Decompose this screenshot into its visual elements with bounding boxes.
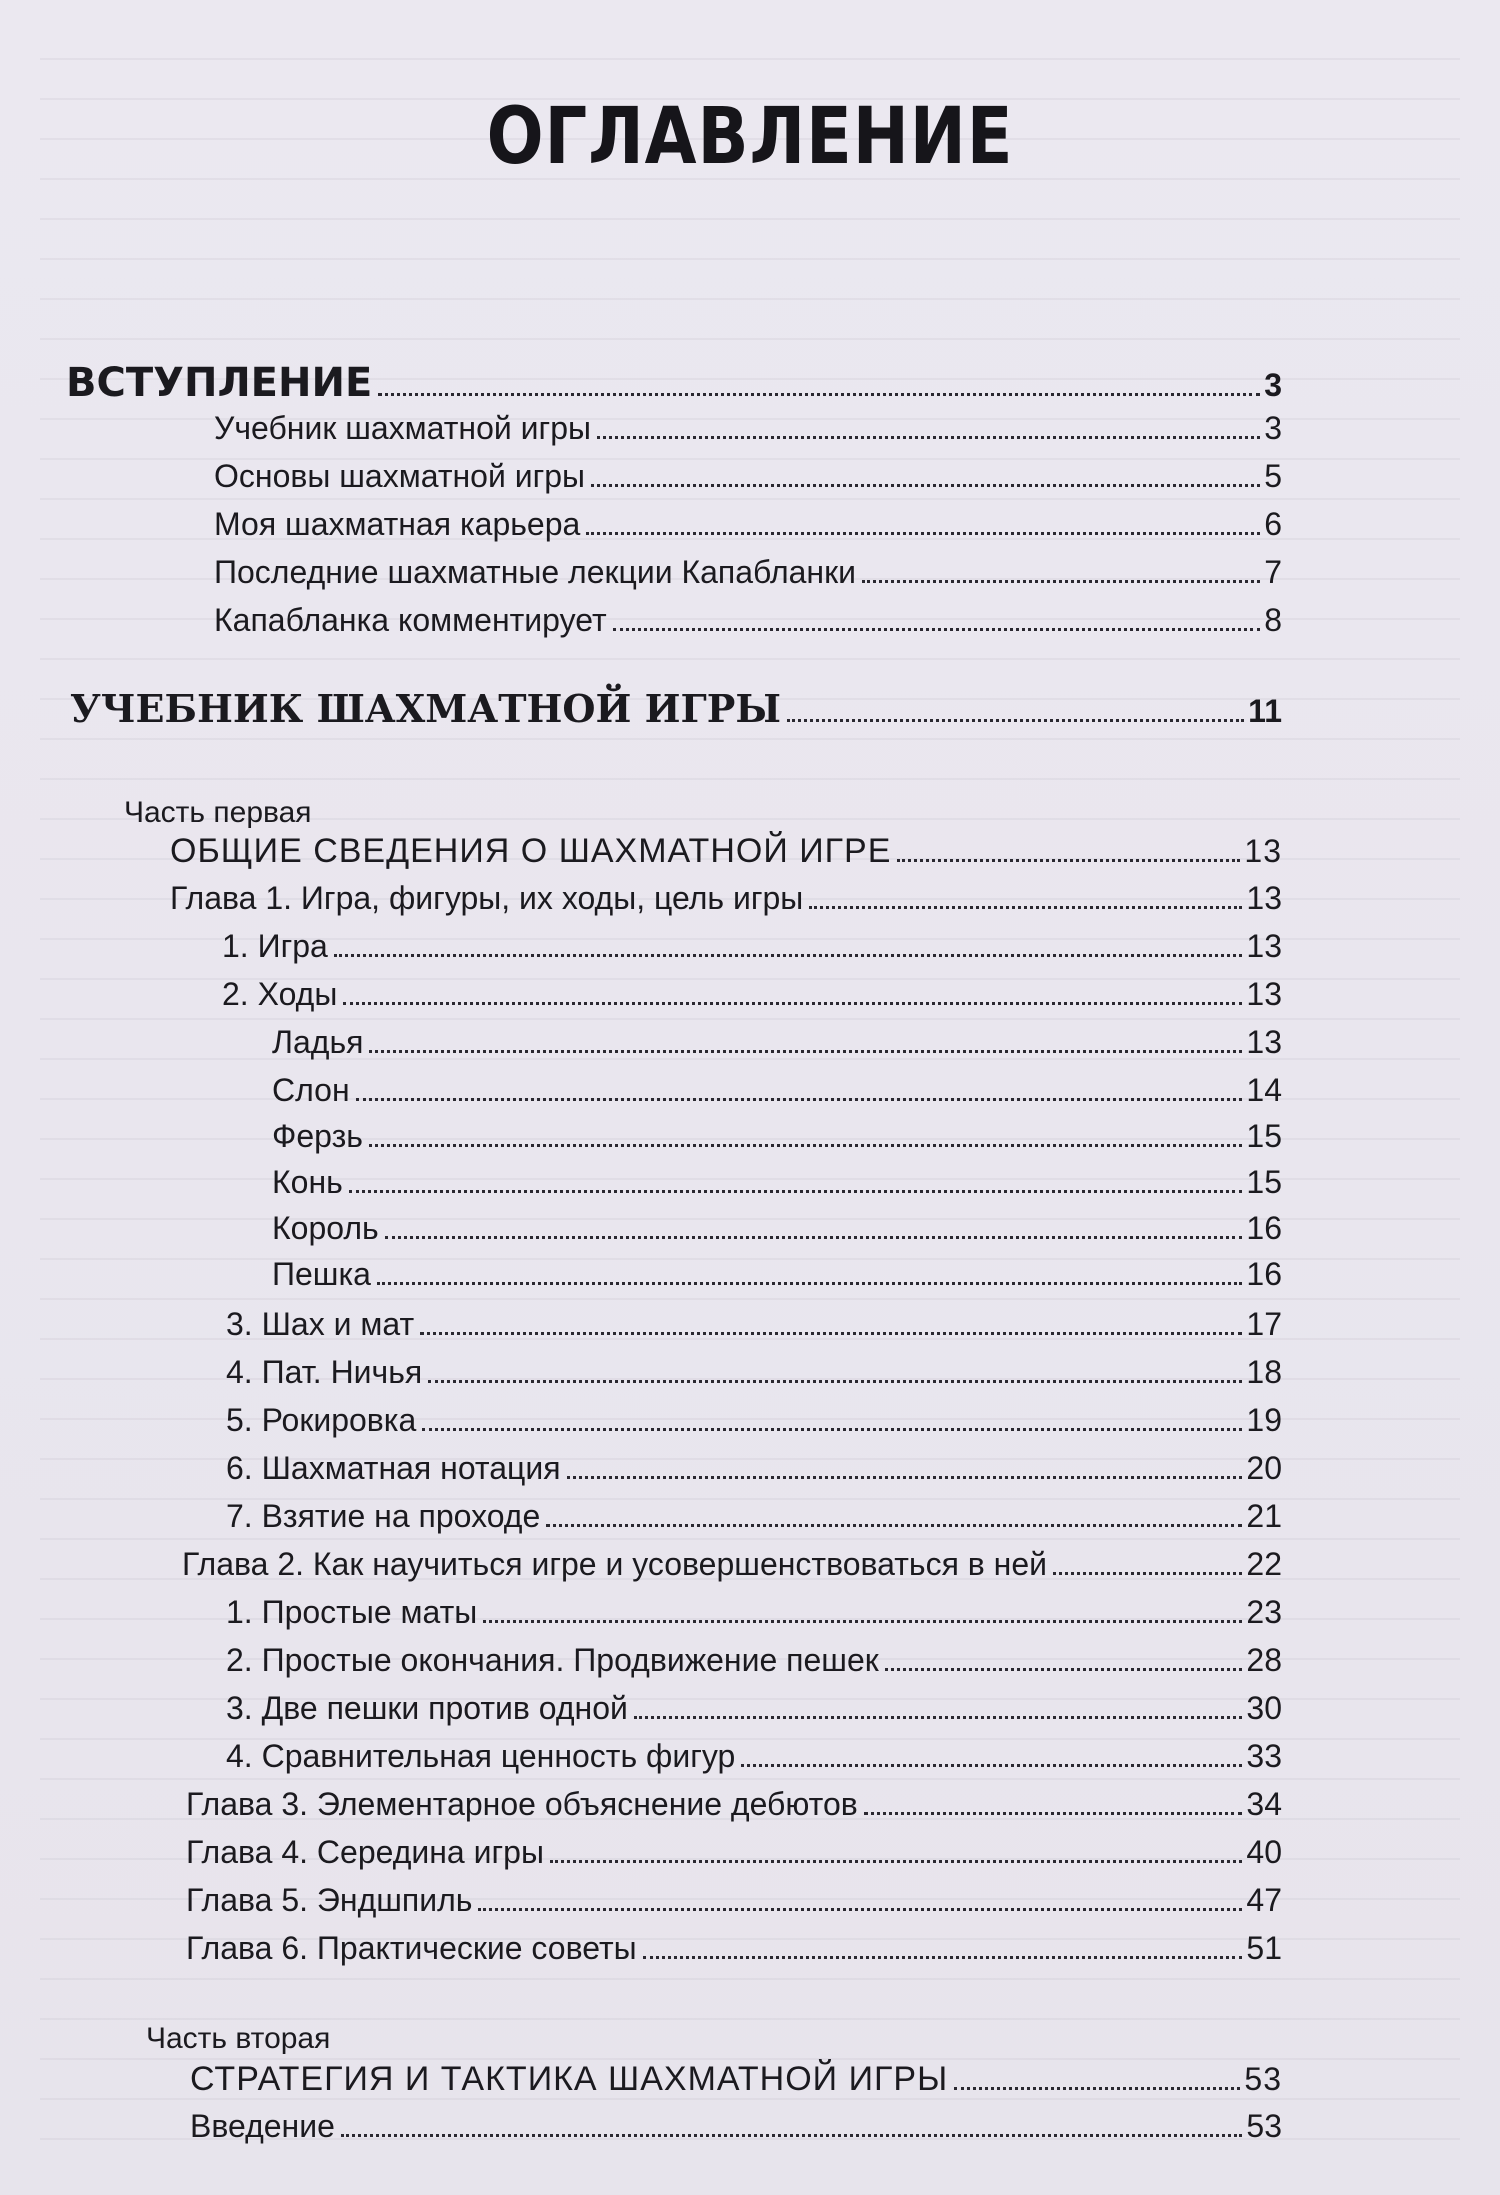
toc-entry[interactable] — [214, 602, 1282, 639]
toc-label: 2. Простые окончания. Продвижение пешек — [226, 1642, 879, 1678]
toc-page: 18 — [1246, 1354, 1282, 1390]
toc-label: Последние шахматные лекции Капабланки — [214, 554, 856, 590]
toc-entry[interactable] — [214, 554, 1282, 591]
leader-dots — [1053, 1572, 1242, 1575]
toc-entry[interactable] — [186, 1834, 1282, 1871]
toc-entry[interactable] — [170, 832, 1282, 871]
toc-label: ОБЩИЕ СВЕДЕНИЯ О ШАХМАТНОЙ ИГРЕ — [170, 832, 892, 870]
toc-page: 5 — [1264, 458, 1282, 494]
toc-label: 4. Пат. Ничья — [226, 1354, 423, 1390]
part-label: Часть первая — [124, 796, 312, 829]
toc-entry[interactable] — [272, 1118, 1282, 1155]
toc-entry[interactable] — [226, 1450, 1282, 1487]
leader-dots — [422, 1428, 1242, 1431]
toc-label: Глава 2. Как научиться игре и усовершенствоваться в ней — [182, 1546, 1048, 1582]
toc-label: 7. Взятие на проходе — [226, 1498, 541, 1534]
leader-dots — [591, 484, 1260, 487]
toc-label: Ферзь — [272, 1118, 363, 1154]
toc-label: Конь — [272, 1164, 343, 1200]
toc-page: 8 — [1264, 602, 1282, 638]
toc-label: 5. Рокировка — [226, 1402, 417, 1438]
toc-page: 34 — [1246, 1786, 1282, 1822]
leader-dots — [349, 1190, 1243, 1193]
toc-page: 20 — [1246, 1450, 1282, 1486]
toc-page: 19 — [1246, 1402, 1282, 1438]
toc-entry[interactable] — [272, 1072, 1282, 1109]
toc-label: УЧЕБНИК ШАХМАТНОЙ ИГРЫ — [70, 686, 781, 731]
toc-entry[interactable] — [226, 1354, 1282, 1391]
leader-dots — [377, 1282, 1242, 1285]
toc-entry[interactable] — [186, 1786, 1282, 1823]
toc-label: 3. Шах и мат — [226, 1306, 415, 1342]
toc-entry[interactable] — [214, 410, 1282, 447]
leader-dots — [334, 954, 1243, 957]
leader-dots — [586, 532, 1260, 535]
toc-entry[interactable] — [182, 1546, 1282, 1583]
toc-label: Учебник шахматной игры — [214, 410, 591, 446]
page-title: ОГЛАВЛЕНИЕ — [486, 92, 1014, 182]
leader-dots — [643, 1956, 1243, 1959]
leader-dots — [864, 1812, 1243, 1815]
toc-page: 16 — [1246, 1210, 1282, 1246]
toc-label: 3. Две пешки против одной — [226, 1690, 628, 1726]
toc-label: Ладья — [272, 1024, 364, 1060]
toc-label: Пешка — [272, 1256, 371, 1292]
toc-label: 4. Сравнительная ценность фигур — [226, 1738, 736, 1774]
toc-label: Моя шахматная карьера — [214, 506, 581, 542]
leader-dots — [546, 1524, 1242, 1527]
toc-label: Глава 5. Эндшпиль — [186, 1882, 473, 1918]
leader-dots — [428, 1380, 1242, 1383]
leader-dots — [369, 1050, 1242, 1053]
part-label: Часть вторая — [146, 2022, 331, 2055]
toc-page: 14 — [1246, 1072, 1282, 1108]
toc-label: Слон — [272, 1072, 350, 1108]
toc-entry[interactable] — [186, 1882, 1282, 1919]
toc-entry[interactable] — [272, 1164, 1282, 1201]
leader-dots — [550, 1860, 1242, 1863]
toc-page: 21 — [1246, 1498, 1282, 1534]
leader-dots — [885, 1668, 1243, 1671]
toc-entry[interactable] — [70, 686, 1282, 731]
leader-dots — [809, 906, 1242, 909]
leader-dots — [634, 1716, 1243, 1719]
toc-entry[interactable] — [226, 1738, 1282, 1775]
toc-label: Введение — [190, 2108, 335, 2144]
toc-page: 17 — [1246, 1306, 1282, 1342]
leader-dots — [954, 2087, 1240, 2090]
toc-page: 53 — [1244, 2061, 1282, 2097]
toc-page: 3 — [1264, 410, 1282, 446]
leader-dots — [420, 1332, 1242, 1335]
toc-page: 30 — [1246, 1690, 1282, 1726]
leader-dots — [567, 1476, 1243, 1479]
toc-entry[interactable] — [190, 2060, 1282, 2099]
toc-entry[interactable] — [222, 928, 1282, 965]
toc-label: ВСТУПЛЕНИЕ — [66, 360, 373, 406]
toc-entry[interactable] — [222, 976, 1282, 1013]
leader-dots — [343, 1002, 1242, 1005]
toc-entry[interactable] — [190, 2108, 1282, 2145]
toc-page: 15 — [1246, 1118, 1282, 1154]
toc-label: Глава 6. Практические советы — [186, 1930, 637, 1966]
leader-dots — [341, 2134, 1243, 2137]
toc-label: Глава 1. Игра, фигуры, их ходы, цель игры — [170, 880, 804, 916]
toc-label: 1. Игра — [222, 928, 328, 964]
leader-dots — [369, 1144, 1243, 1147]
toc-page: 3 — [1264, 367, 1282, 403]
toc-label: 1. Простые маты — [226, 1594, 478, 1630]
leader-dots — [741, 1764, 1242, 1767]
toc-entry[interactable] — [272, 1210, 1282, 1247]
toc-page: 15 — [1246, 1164, 1282, 1200]
toc-entry[interactable] — [186, 1930, 1282, 1967]
toc-label: Глава 4. Середина игры — [186, 1834, 544, 1870]
toc-page: 7 — [1264, 554, 1282, 590]
toc-page: 16 — [1246, 1256, 1282, 1292]
toc-page: 13 — [1246, 928, 1282, 964]
toc-entry[interactable] — [272, 1256, 1282, 1293]
toc-page: 28 — [1246, 1642, 1282, 1678]
toc-entry[interactable] — [170, 880, 1282, 917]
toc-page: 13 — [1246, 976, 1282, 1012]
toc-label: Глава 3. Элементарное объяснение дебютов — [186, 1786, 858, 1822]
toc-page: 40 — [1246, 1834, 1282, 1870]
leader-dots — [787, 719, 1244, 722]
leader-dots — [897, 859, 1240, 862]
toc-label: Основы шахматной игры — [214, 458, 586, 494]
toc-entry[interactable] — [226, 1642, 1282, 1679]
toc-page: 51 — [1246, 1930, 1282, 1966]
toc-label: Король — [272, 1210, 379, 1246]
toc-entry[interactable] — [66, 360, 1282, 406]
leader-dots — [378, 393, 1260, 396]
toc-label: Капабланка комментирует — [214, 602, 607, 638]
toc-entry[interactable] — [214, 458, 1282, 495]
toc-label: СТРАТЕГИЯ И ТАКТИКА ШАХМАТНОЙ ИГРЫ — [190, 2060, 949, 2098]
toc-label: 2. Ходы — [222, 976, 338, 1012]
toc-page: 11 — [1248, 693, 1282, 729]
leader-dots — [613, 628, 1261, 631]
toc-page: 13 — [1244, 833, 1282, 869]
toc-page: 23 — [1246, 1594, 1282, 1630]
toc-entry[interactable] — [226, 1498, 1282, 1535]
toc-page: 13 — [1246, 1024, 1282, 1060]
toc-page: 6 — [1264, 506, 1282, 542]
leader-dots — [385, 1236, 1243, 1239]
toc-page: 47 — [1246, 1882, 1282, 1918]
leader-dots — [597, 436, 1260, 439]
toc-page: 53 — [1246, 2108, 1282, 2144]
toc-entry[interactable] — [226, 1690, 1282, 1727]
leader-dots — [483, 1620, 1242, 1623]
toc-entry[interactable] — [226, 1594, 1282, 1631]
toc-entry[interactable] — [214, 506, 1282, 543]
toc-label: 6. Шахматная нотация — [226, 1450, 561, 1486]
toc-page: 22 — [1246, 1546, 1282, 1582]
leader-dots — [478, 1908, 1242, 1911]
toc-entry[interactable] — [226, 1402, 1282, 1439]
toc-entry[interactable] — [226, 1306, 1282, 1343]
toc-page: 13 — [1246, 880, 1282, 916]
toc-page: 33 — [1246, 1738, 1282, 1774]
leader-dots — [862, 580, 1260, 583]
toc-entry[interactable] — [272, 1024, 1282, 1061]
leader-dots — [356, 1098, 1243, 1101]
